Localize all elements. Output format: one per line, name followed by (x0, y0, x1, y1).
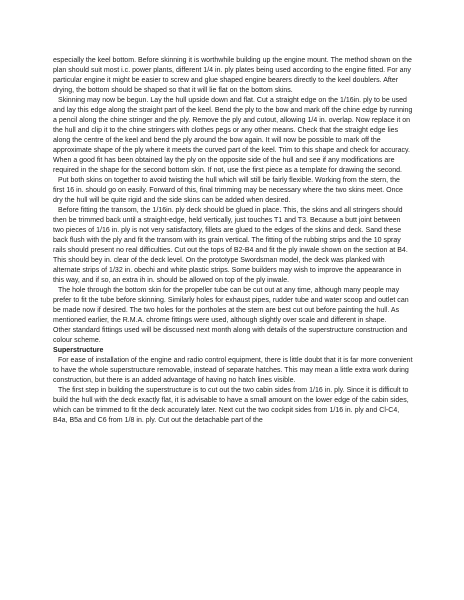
paragraph-5: The hole through the bottom skin for the propeller tube can be cut out at any time, although many people may prefer to fit the tube before skinning. Similarly holes for exhaust pipes, rudder tube and water scoop and outlet can be made now if desired. The two holes for the portholes at the stern are best cut out before painting the hull. As mentioned earlier, the R.M.A. chrome fittings were used, although slightly over scale and different in shape. (53, 287, 409, 324)
paragraph-4: Before fitting the transom, the 1/16in. ply deck should be glued in place. This, the skins and all stringers should then be trimmed back until a straight-edge, held vertically, just touches T1 and T3. Because a butt joint between two pieces of 1/16 in. ply is not very satisfactory, fillets are glued to the edges of the skins and deck. Sand these back flush with the ply and fit the transom with its grain vertical. The fitting of the rubbing strips and the 10 spray rails should present no real difficulties. Cut out the tops of B2-B4 and fit the ply inwale shown on the section at B4. This should bey in. clear of the deck level. On the prototype Swordsman model, the deck was planked with alternate strips of 1/32 in. obechi and white plastic strips. Some builders may wish to improve the appearance in this way, and if so, an extra ih in. should be allowed on top of the ply inwale. (53, 207, 408, 284)
paragraph-8: The first step in building the superstructure is to cut out the two cabin sides from 1/16 in. ply. Since it is difficult to build the hull with the deck exactly flat, it is advisable to have a small amount on the lower edge of the cabin sides, which can be trimmed to fit the deck accurately later. Next cut the two cockpit sides from 1/16 in. ply and Cl-C4, B4a, B5a and C6 from 1/8 in. ply. Cut out the detachable part of the (53, 387, 409, 424)
paragraph-1: especially the keel bottom. Before skinning it is worthwhile building up the engine mount. The method shown on the plan should suit most i.c. power plants, different 1/4 in. ply plates being used according to the engine fitted. For any particular engine it might be easier to screw and glue shaped engine bearers directly to the keel doublers. After drying, the bottom should be shaped so that it will lie flat on the bottom skins. (53, 57, 412, 94)
paragraph-7: For ease of installation of the engine and radio control equipment, there is little doubt that it is far more convenient to have the whole superstructure removable, instead of separate hatches. This may mean a little extra work during construction, but there is an added advantage of having no hatch lines visible. (53, 357, 413, 384)
paragraph-2: Skinning may now be begun. Lay the hull upside down and flat. Cut a straight edge on the 1/16in. ply to be used and lay this edge along the straight part of the keel. Bend the ply to the bow and mark off the chine edge by running a pencil along the chine stringer and the ply. Remove the ply and cutout, allowing 1/4 in. overlap. Now replace it on the hull and clip it to the chine stringers with clothes pegs or any other means. Check that the straight edge lies along the centre of the keel and bend the ply around the bow again. It will now be possible to mark off the approximate shape of the ply where it meets the curved part of the keel. Trim to this shape and check for accuracy. When a good fit has been obtained lay the ply on the opposite side of the hull and see if any modifications are required in the shape for the second bottom skin. If not, use the first piece as a template for drawing the second. (53, 97, 413, 174)
document-page (53, 56, 413, 426)
section-heading: Superstructure (53, 347, 104, 354)
paragraph-6: Other standard fittings used will be discussed next month along with details of the superstructure construction and colour scheme. (53, 327, 408, 344)
paragraph-3: Put both skins on together to avoid twisting the hull which will still be fairly flexible. Working from the stern, the first 16 in. should go on easily. Forward of this, final trimming may be necessary where the two skins meet. Once dry the hull will be quite rigid and the side skins can be added when desired. (53, 177, 403, 204)
